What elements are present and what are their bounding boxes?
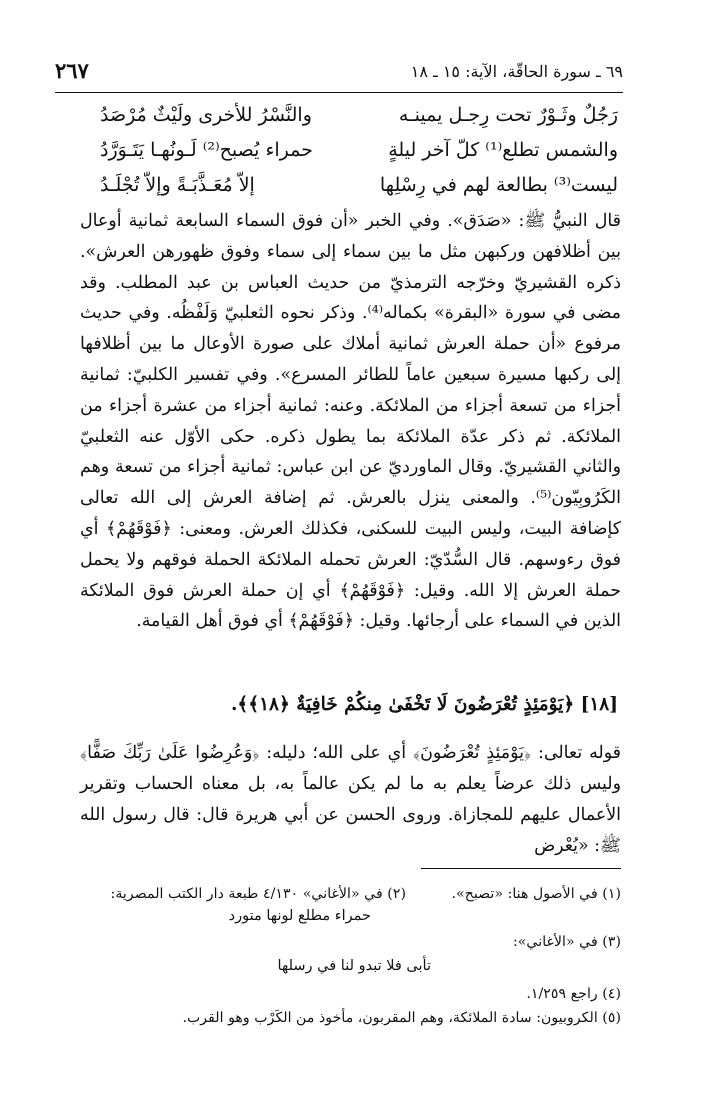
commentary-text bbox=[80, 206, 621, 637]
footnote-3-verse: تأبى فلا تبدو لنا في رسلها bbox=[277, 958, 431, 974]
poem-verse bbox=[100, 133, 618, 168]
poem-verse bbox=[100, 98, 618, 133]
poem-second-hemistich: والنَّسْرُ للأخرى ولَيْثٌ مُرْصَدُ bbox=[100, 104, 312, 126]
poem-first-hemistich: ليست⁽³⁾ بطالعة لهم في رِسْلِها bbox=[379, 174, 618, 196]
running-title: ٦٩ ـ سورة الحاقّة، الآية: ١٥ ـ ١٨ bbox=[410, 62, 623, 81]
footnote-5: (٥) الكروبيون: سادة الملائكة، وهم المقربون، مأخوذ من الكَرْب وهو القرب. bbox=[182, 1010, 621, 1026]
footnote-3: (٣) في «الأغاني»: bbox=[512, 934, 621, 950]
paragraph: قوله تعالى: ﴿يَوْمَئِذٍ تُعْرَضُونَ﴾ أي على الله؛ دليله: ﴿وَعُرِضُوا عَلَىٰ رَبِّكَ صَفًّا﴾ وليس ذلك عرضاً يعلم به ما لم يكن عالماً به، بل معناه الحساب وتقرير الأعمال عليهم للمجازاة. وروى الحسن عن أبي هريرة قال: قال رسول الله ﷺ: «يُعْرض bbox=[80, 743, 621, 856]
footnote-2: (٢) في «الأغاني» ٤/١٣٠ طبعة دار الكتب المصرية: bbox=[110, 886, 406, 902]
footnote-2-verse: حمراء مطلع لونها متورد bbox=[228, 908, 371, 924]
footnote-4: (٤) راجع ١/٢٥٩. bbox=[526, 986, 621, 1002]
footnote-rule bbox=[421, 868, 621, 869]
header-rule bbox=[55, 92, 623, 93]
quran-verse: [١٨] ﴿يَوْمَئِذٍ تُعْرَضُونَ لَا تَخْفَىٰ مِنكُمْ خَافِيَةٌ ﴿١٨﴾﴾. bbox=[230, 694, 618, 715]
paragraph: قال النبيُّ ﷺ: «صَدَق». وفي الخبر «أن فوق السماء السابعة ثمانية أوعال بين أظلافهن وركبهن مثل ما بين سماء إلى سماء وفوق ظهورهن العرش». ذكره القشيريّ وخرّجه الترمذيّ من حديث العباس بن عبد المطلب. وقد مضى في سورة «البقرة» بكماله⁽⁴⁾. وذكر نحوه الثعلبيّ وَلَفْظُه. وفي حديث مرفوع «أن حملة العرش ثمانية أملاك على صورة الأوعال ما بين أظلافها إلى ركبها مسيرة سبعين عاماً للطائر المسرع». وفي تفسير الكلبيّ: ثمانية أجزاء من تسعة أجزاء من الملائكة. وعنه: ثمانية أجزاء من عشرة أجزاء من الملائكة. ثم ذكر عدّة الملائكة بما يطول ذكره. حكى الأوّل عنه الثعلبيّ والثاني القشيريّ. وقال الماورديّ عن ابن عباس: ثمانية أجزاء من تسعة وهم الكَرُوبِيّون⁽⁵⁾. والمعنى ينزل بالعرش. ثم إضافة العرش إلى الله تعالى كإضافة البيت، وليس البيت للسكنى، فكذلك العرش. ومعنى: ﴿فَوْقَهُمْ﴾ أي فوق رءوسهم. قال السُّدّيّ: العرش تحمله الملائكة الحملة فوقهم ولا يحمل حملة العرش إلا الله. وقيل: ﴿فَوْقَهُمْ﴾ أي إن حملة العرش فوق الملائكة الذين في السماء على أرجائها. وقيل: ﴿فَوْقَهُمْ﴾ أي فوق أهل القيامة. bbox=[80, 211, 621, 632]
poem-second-hemistich: إلاّ مُعَـذَّبَـةً وإلاّ تُجْلَـدُ bbox=[100, 174, 255, 196]
poem-verse bbox=[100, 168, 618, 203]
poem-second-hemistich: حمراء يُصبح⁽²⁾ لَـونُهـا يَتَـوَرَّدُ bbox=[100, 139, 313, 161]
poem-first-hemistich: رَجُلٌ وثَـوْرٌ تحت رِجـل يمينـه bbox=[398, 104, 618, 126]
page-number: ٢٦٧ bbox=[55, 58, 89, 83]
page-header bbox=[55, 58, 623, 94]
poem-first-hemistich: والشمس تطلع⁽¹⁾ كلّ آخر ليلةٍ bbox=[388, 139, 618, 161]
commentary-text-continued bbox=[80, 738, 621, 862]
footnote-1: (١) في الأصول هنا: «تصبح». bbox=[451, 886, 621, 902]
poem-block bbox=[100, 98, 618, 208]
